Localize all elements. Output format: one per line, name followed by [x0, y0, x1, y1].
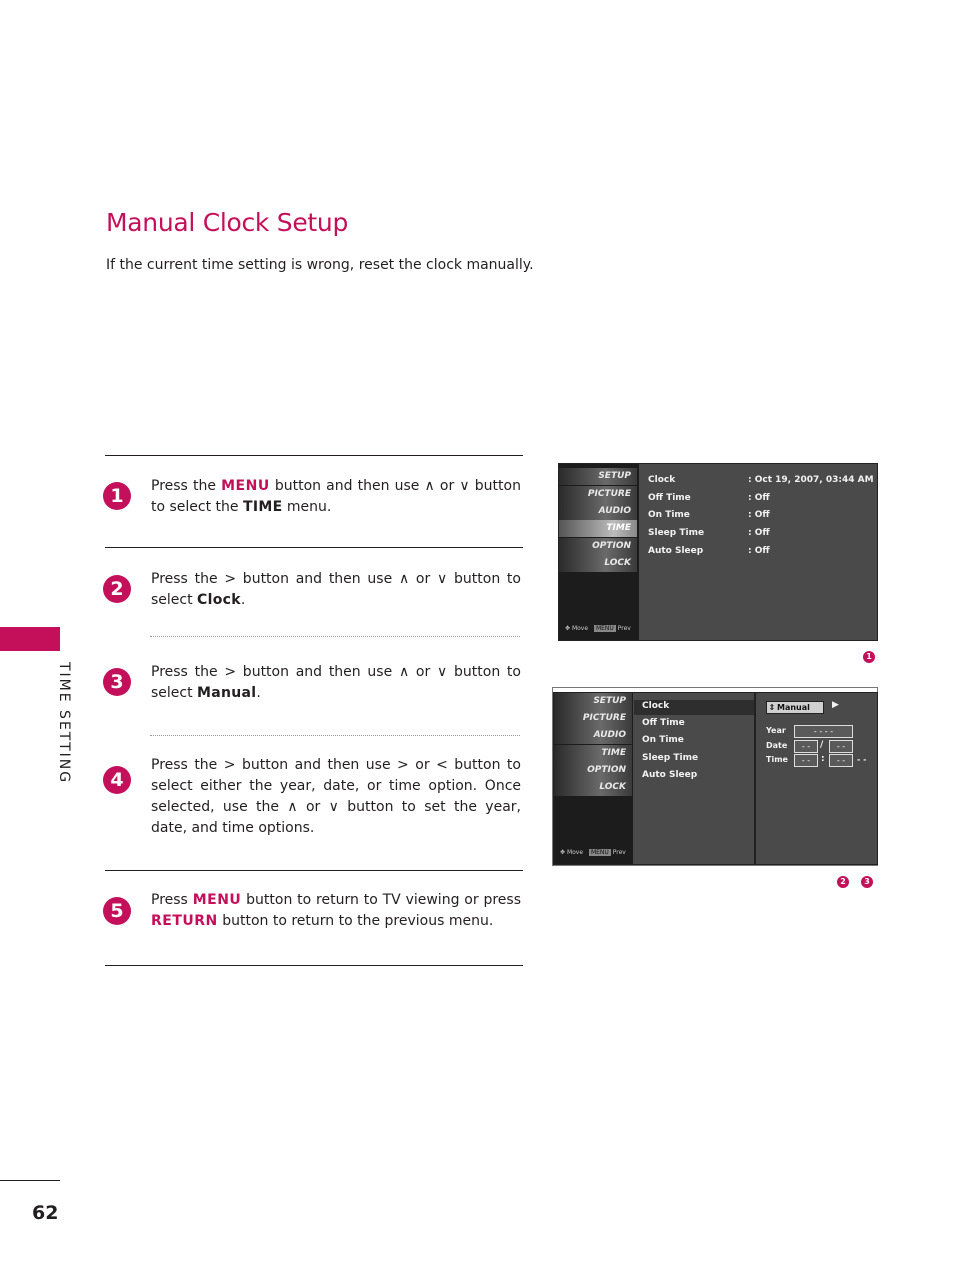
menu-item-lock[interactable]: LOCK: [554, 779, 632, 796]
rule-1: [105, 547, 523, 548]
step-2-text: Press the > button and then use ∧ or ∨ button to select Clock.: [151, 571, 521, 608]
right-arrow-icon: >: [224, 571, 237, 587]
day-field[interactable]: - -: [829, 740, 853, 753]
osd-screen-time-menu: [558, 463, 878, 641]
osd-label-sleep-time[interactable]: Sleep Time: [642, 753, 699, 763]
step-number-3: 3: [103, 668, 131, 696]
menu-key: MENU: [221, 478, 270, 494]
down-arrow-icon: ∨: [328, 799, 339, 815]
osd-label-auto-sleep[interactable]: Auto Sleep: [642, 770, 698, 780]
section-tab: [0, 627, 60, 651]
right-triangle-icon: ▶: [832, 700, 839, 710]
menu-item-option[interactable]: OPTION: [554, 762, 632, 779]
move-icon: ✥: [560, 849, 566, 856]
osd-screen-clock-manual: [553, 692, 878, 865]
screen-marker-1: 1: [863, 651, 875, 663]
osd-label-sleep-time: Sleep Time: [648, 528, 705, 538]
time-label: Time: [766, 755, 788, 764]
rule-bottom: [105, 965, 523, 966]
manual-option-name: Manual: [197, 685, 257, 701]
right-arrow-icon: >: [224, 664, 237, 680]
step-5-text: Press MENU button to return to TV viewing or press RETURN button to return to the previous menu.: [151, 892, 522, 929]
osd-value-sleep-time: : Off: [748, 528, 770, 538]
right-arrow-icon: >: [397, 757, 409, 773]
time-menu-name: TIME: [242, 499, 283, 515]
move-icon: ✥: [565, 625, 571, 632]
up-down-icon: ⇕: [768, 703, 776, 712]
osd-label-on-time[interactable]: On Time: [642, 735, 684, 745]
intro-text: If the current time setting is wrong, reset the clock manually.: [106, 257, 534, 273]
right-arrow-icon: >: [223, 757, 236, 773]
up-arrow-icon: ∧: [424, 478, 435, 494]
step-3-text: Press the > button and then use ∧ or ∨ button to select Manual.: [151, 664, 521, 701]
screen-marker-2: 2: [837, 876, 849, 888]
osd-nav-hints: ✥ Move MENU Prev: [560, 849, 626, 856]
time-separator: :: [821, 754, 825, 764]
step-number-1: 1: [103, 482, 131, 510]
osd-main-menu: [554, 693, 633, 864]
step-4-text: Press the > button and then use > or < button to select either the year, date, or time option. Once selected, use the ∧ or ∨ button to set the year, date, and time options.: [151, 757, 521, 836]
down-arrow-icon: ∨: [437, 571, 448, 587]
osd-label-clock[interactable]: Clock: [642, 701, 670, 711]
date-label: Date: [766, 741, 788, 750]
return-key: RETURN: [151, 913, 218, 929]
step-1-text: Press the MENU button and then use ∧ or ∨ button to select the TIME menu.: [151, 478, 521, 515]
menu-item-setup[interactable]: SETUP: [554, 693, 632, 710]
osd-label-on-time: On Time: [648, 510, 690, 520]
step-number-2: 2: [103, 575, 131, 603]
menu-key-icon: MENU: [590, 849, 609, 856]
osd-label-auto-sleep: Auto Sleep: [648, 546, 704, 556]
menu-item-audio[interactable]: AUDIO: [554, 727, 632, 744]
step-number-4: 4: [103, 766, 131, 794]
menu-item-audio[interactable]: AUDIO: [559, 503, 637, 520]
menu-item-time[interactable]: TIME: [559, 520, 637, 537]
osd-label-clock: Clock: [648, 475, 676, 485]
osd-value-off-time: : Off: [748, 493, 770, 503]
osd-label-off-time: Off Time: [648, 493, 691, 503]
osd-value-on-time: : Off: [748, 510, 770, 520]
menu-key-icon: MENU: [595, 625, 614, 632]
down-arrow-icon: ∨: [459, 478, 470, 494]
menu-item-time[interactable]: TIME: [554, 745, 632, 762]
month-field[interactable]: - -: [794, 740, 818, 753]
osd-divider: [754, 693, 756, 864]
menu-item-picture[interactable]: PICTURE: [559, 486, 637, 503]
year-label: Year: [766, 726, 786, 735]
hour-field[interactable]: - -: [794, 754, 818, 767]
page-number: 62: [32, 1202, 59, 1224]
menu-key: MENU: [192, 892, 242, 908]
dotted-rule-3: [150, 735, 520, 736]
clock-option-name: Clock: [197, 592, 241, 608]
left-arrow-icon: <: [436, 757, 448, 773]
up-arrow-icon: ∧: [398, 664, 410, 680]
menu-item-option[interactable]: OPTION: [559, 538, 637, 555]
date-separator: /: [820, 740, 824, 750]
section-label: TIME SETTING: [56, 662, 72, 785]
osd-nav-hints: ✥ Move MENU Prev: [565, 625, 631, 632]
osd-value-clock: : Oct 19, 2007, 03:44 AM: [748, 475, 874, 485]
dotted-rule-2: [150, 636, 520, 637]
clock-mode-select[interactable]: ⇕ Manual: [766, 701, 824, 714]
down-arrow-icon: ∨: [437, 664, 448, 680]
menu-item-setup[interactable]: SETUP: [559, 468, 637, 485]
menu-item-lock[interactable]: LOCK: [559, 555, 637, 572]
year-field[interactable]: - - - -: [794, 725, 853, 738]
ampm-field[interactable]: - -: [857, 755, 867, 764]
minute-field[interactable]: - -: [829, 754, 853, 767]
osd-label-off-time[interactable]: Off Time: [642, 718, 685, 728]
footer-rule: [0, 1180, 60, 1181]
osd-main-menu: [559, 464, 639, 640]
page-title: Manual Clock Setup: [106, 208, 349, 237]
screen-marker-3: 3: [861, 876, 873, 888]
rule-top: [105, 455, 523, 456]
up-arrow-icon: ∧: [398, 571, 410, 587]
step-number-5: 5: [103, 897, 131, 925]
rule-4: [105, 870, 523, 871]
osd-value-auto-sleep: : Off: [748, 546, 770, 556]
up-arrow-icon: ∧: [287, 799, 298, 815]
menu-item-picture[interactable]: PICTURE: [554, 710, 632, 727]
